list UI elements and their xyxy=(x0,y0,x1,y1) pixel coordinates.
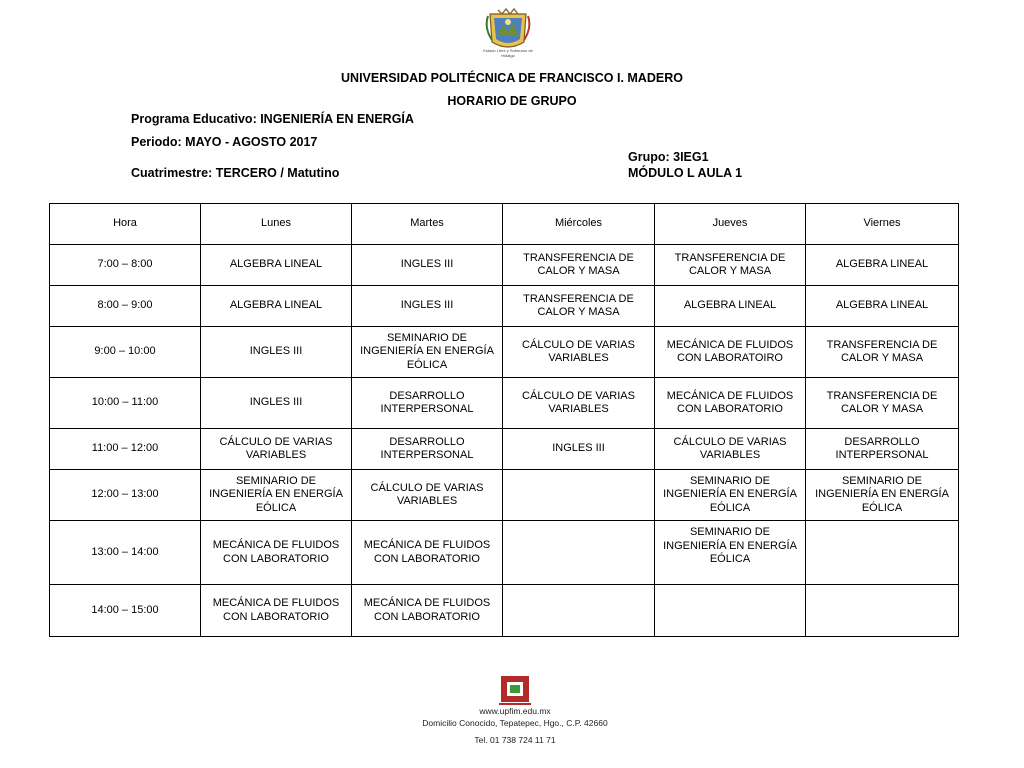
module-label: MÓDULO L AULA 1 xyxy=(628,166,743,180)
program-label: Programa Educativo: INGENIERÍA EN ENERGÍA xyxy=(131,112,414,126)
table-row xyxy=(50,327,959,378)
class-cell: TRANSFERENCIA DE CALOR Y MASA xyxy=(655,245,806,286)
class-cell: MECÁNICA DE FLUIDOS CON LABORATOIRO xyxy=(655,327,806,378)
table-row xyxy=(50,378,959,429)
class-cell: ALGEBRA LINEAL xyxy=(806,245,959,286)
schedule-table xyxy=(49,203,959,637)
class-cell: CÁLCULO DE VARIAS VARIABLES xyxy=(655,429,806,470)
class-cell xyxy=(503,521,655,585)
class-cell: TRANSFERENCIA DE CALOR Y MASA xyxy=(503,286,655,327)
class-cell: ALGEBRA LINEAL xyxy=(655,286,806,327)
footer-phone: Tel. 01 738 724 11 71 xyxy=(474,735,556,745)
class-cell: CÁLCULO DE VARIAS VARIABLES xyxy=(503,327,655,378)
class-cell: INGLES III xyxy=(201,327,352,378)
time-cell: 12:00 – 13:00 xyxy=(50,470,201,521)
table-header-row xyxy=(50,204,959,245)
header-martes: Martes xyxy=(352,204,503,245)
footer-address: Domicilio Conocido, Tepatepec, Hgo., C.P. 42660 xyxy=(422,718,608,728)
class-cell: DESARROLLO INTERPERSONAL xyxy=(352,429,503,470)
table-row xyxy=(50,521,959,585)
class-cell: ALGEBRA LINEAL xyxy=(806,286,959,327)
class-cell: CÁLCULO DE VARIAS VARIABLES xyxy=(201,429,352,470)
class-cell: DESARROLLO INTERPERSONAL xyxy=(352,378,503,429)
table-row xyxy=(50,245,959,286)
class-cell: SEMINARIO DE INGENIERÍA EN ENERGÍA EÓLICA xyxy=(201,470,352,521)
table-row xyxy=(50,286,959,327)
time-cell: 9:00 – 10:00 xyxy=(50,327,201,378)
class-cell: TRANSFERENCIA DE CALOR Y MASA xyxy=(806,327,959,378)
header-miercoles: Miércoles xyxy=(503,204,655,245)
university-name: UNIVERSIDAD POLITÉCNICA DE FRANCISCO I. MADERO xyxy=(341,71,683,85)
class-cell: INGLES III xyxy=(352,286,503,327)
table-row xyxy=(50,470,959,521)
class-cell: MECÁNICA DE FLUIDOS CON LABORATORIO xyxy=(201,521,352,585)
term-label: Cuatrimestre: TERCERO / Matutino xyxy=(131,166,340,180)
class-cell: MECÁNICA DE FLUIDOS CON LABORATORIO xyxy=(352,585,503,637)
class-cell: INGLES III xyxy=(201,378,352,429)
time-cell: 14:00 – 15:00 xyxy=(50,585,201,637)
class-cell: MECÁNICA DE FLUIDOS CON LABORATORIO xyxy=(201,585,352,637)
class-cell: TRANSFERENCIA DE CALOR Y MASA xyxy=(503,245,655,286)
class-cell xyxy=(503,585,655,637)
class-cell: CÁLCULO DE VARIAS VARIABLES xyxy=(352,470,503,521)
class-cell: INGLES III xyxy=(352,245,503,286)
class-cell: MECÁNICA DE FLUIDOS CON LABORATORIO xyxy=(352,521,503,585)
class-cell: SEMINARIO DE INGENIERÍA EN ENERGÍA EÓLICA xyxy=(655,470,806,521)
header-jueves: Jueves xyxy=(655,204,806,245)
period-label: Periodo: MAYO - AGOSTO 2017 xyxy=(131,135,318,149)
footer-website: www.upfim.edu.mx xyxy=(479,706,551,716)
class-cell xyxy=(655,585,806,637)
class-cell: INGLES III xyxy=(503,429,655,470)
class-cell xyxy=(503,470,655,521)
table-row xyxy=(50,429,959,470)
header-hora: Hora xyxy=(50,204,201,245)
schedule-title: HORARIO DE GRUPO xyxy=(447,94,577,108)
table-row xyxy=(50,585,959,637)
class-cell: SEMINARIO DE INGENIERÍA EN ENERGÍA EÓLICA xyxy=(352,327,503,378)
class-cell: DESARROLLO INTERPERSONAL xyxy=(806,429,959,470)
class-cell xyxy=(806,521,959,585)
header-lunes: Lunes xyxy=(201,204,352,245)
class-cell: SEMINARIO DE INGENIERÍA EN ENERGÍA EÓLICA xyxy=(806,470,959,521)
time-cell: 10:00 – 11:00 xyxy=(50,378,201,429)
header-viernes: Viernes xyxy=(806,204,959,245)
class-cell: TRANSFERENCIA DE CALOR Y MASA xyxy=(806,378,959,429)
class-cell: MECÁNICA DE FLUIDOS CON LABORATORIO xyxy=(655,378,806,429)
class-cell: ALGEBRA LINEAL xyxy=(201,245,352,286)
class-cell xyxy=(806,585,959,637)
time-cell: 7:00 – 8:00 xyxy=(50,245,201,286)
time-cell: 8:00 – 9:00 xyxy=(50,286,201,327)
seal-caption: Estado Libre y Soberano de Hidalgo xyxy=(483,48,533,58)
class-cell: CÁLCULO DE VARIAS VARIABLES xyxy=(503,378,655,429)
time-cell: 13:00 – 14:00 xyxy=(50,521,201,585)
time-cell: 11:00 – 12:00 xyxy=(50,429,201,470)
group-label: Grupo: 3IEG1 xyxy=(628,150,709,164)
class-cell: ALGEBRA LINEAL xyxy=(201,286,352,327)
class-cell: SEMINARIO DE INGENIERÍA EN ENERGÍA EÓLICA xyxy=(655,521,806,585)
upfim-logo-icon xyxy=(499,672,531,706)
